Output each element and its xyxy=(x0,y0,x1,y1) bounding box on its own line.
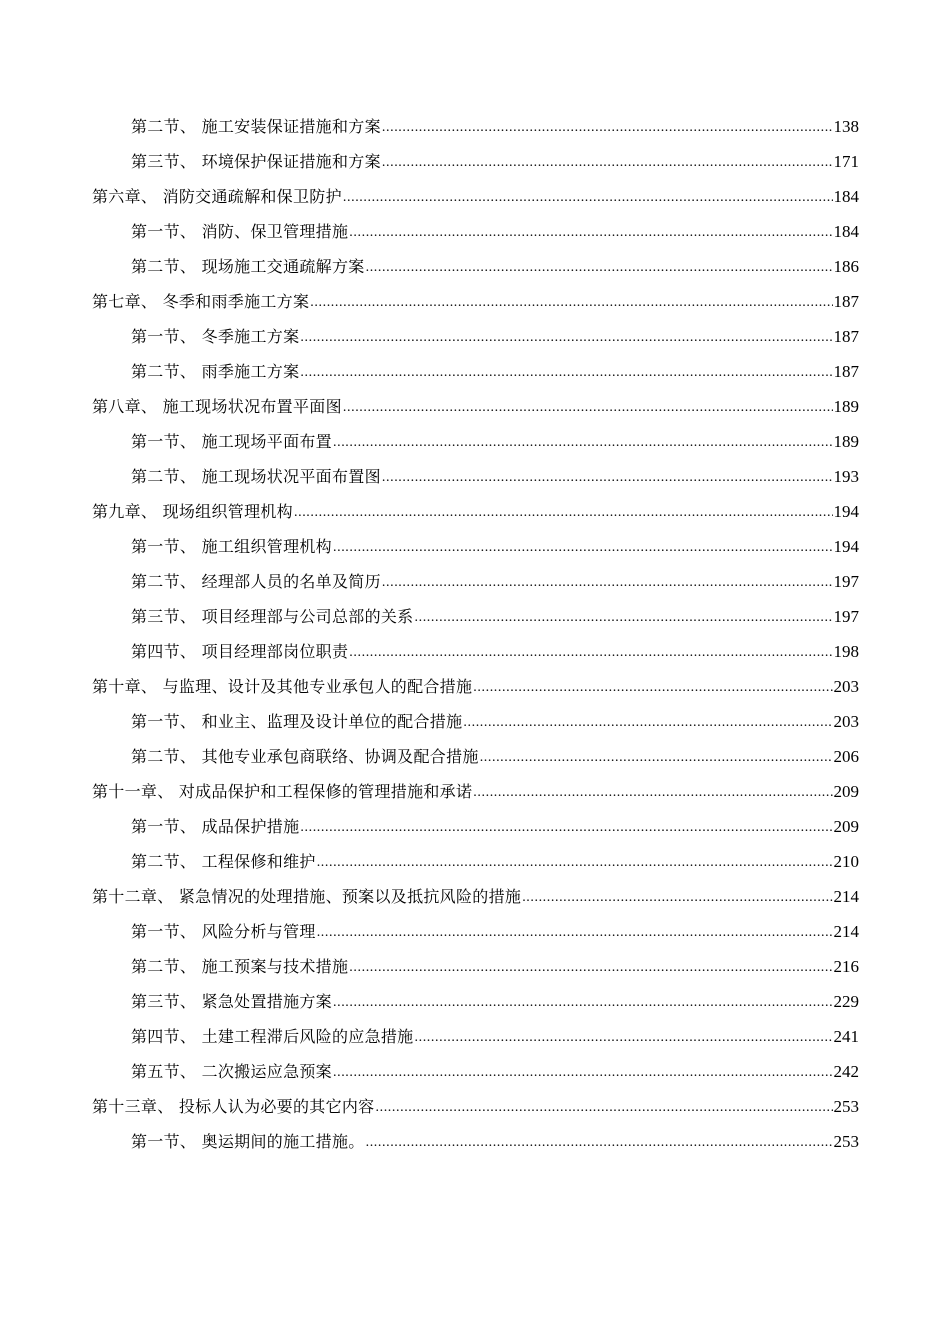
toc-entry-title: 第二节、 其他专业承包商联络、协调及配合措施 xyxy=(131,747,479,766)
toc-section-entry[interactable] xyxy=(92,634,859,669)
toc-entry-title: 第七章、 冬季和雨季施工方案 xyxy=(92,292,310,311)
toc-page-number: 187 xyxy=(833,362,859,381)
toc-section-entry[interactable] xyxy=(92,214,859,249)
toc-section-entry[interactable] xyxy=(92,424,859,459)
toc-dot-leader xyxy=(382,110,833,145)
toc-entry-title: 第九章、 现场组织管理机构 xyxy=(92,502,293,521)
toc-entry-title: 第一节、 冬季施工方案 xyxy=(131,327,300,346)
toc-entry-title: 第二节、 工程保修和维护 xyxy=(131,852,316,871)
toc-page-number: 214 xyxy=(833,887,859,906)
toc-dot-leader xyxy=(376,1090,833,1125)
toc-section-entry[interactable] xyxy=(92,844,859,879)
toc-entry-title: 第二节、 施工预案与技术措施 xyxy=(131,957,349,976)
toc-page-number: 229 xyxy=(833,992,859,1011)
toc-page-number: 194 xyxy=(833,502,859,521)
toc-entry-title: 第五节、 二次搬运应急预案 xyxy=(131,1062,332,1081)
toc-page-number: 214 xyxy=(833,922,859,941)
toc-dot-leader xyxy=(310,285,832,320)
toc-entry-title: 第四节、 项目经理部岗位职责 xyxy=(131,642,349,661)
toc-entry-title: 第二节、 施工安装保证措施和方案 xyxy=(131,117,381,136)
toc-entry-title: 第八章、 施工现场状况布置平面图 xyxy=(92,397,342,416)
toc-dot-leader xyxy=(333,1055,833,1090)
toc-page-number: 209 xyxy=(833,817,859,836)
toc-dot-leader xyxy=(415,600,833,635)
toc-entry-title: 第一节、 施工现场平面布置 xyxy=(131,432,332,451)
toc-page-number: 187 xyxy=(833,327,859,346)
toc-section-entry[interactable] xyxy=(92,529,859,564)
toc-dot-leader xyxy=(349,215,832,250)
toc-dot-leader xyxy=(382,565,833,600)
toc-dot-leader xyxy=(349,950,832,985)
toc-dot-leader xyxy=(522,880,832,915)
toc-section-entry[interactable] xyxy=(92,984,859,1019)
toc-section-entry[interactable] xyxy=(92,319,859,354)
toc-dot-leader xyxy=(382,145,833,180)
toc-dot-leader xyxy=(473,775,832,810)
toc-chapter-entry[interactable] xyxy=(92,879,859,914)
toc-page-number: 186 xyxy=(833,257,859,276)
toc-section-entry[interactable] xyxy=(92,704,859,739)
toc-page-number: 189 xyxy=(833,397,859,416)
toc-section-entry[interactable] xyxy=(92,599,859,634)
toc-entry-title: 第十三章、 投标人认为必要的其它内容 xyxy=(92,1097,375,1116)
toc-page-number: 203 xyxy=(833,677,859,696)
toc-dot-leader xyxy=(317,915,833,950)
toc-entry-title: 第一节、 成品保护措施 xyxy=(131,817,300,836)
toc-section-entry[interactable] xyxy=(92,459,859,494)
toc-section-entry[interactable] xyxy=(92,809,859,844)
toc-entry-title: 第二节、 施工现场状况平面布置图 xyxy=(131,467,381,486)
toc-dot-leader xyxy=(480,740,833,775)
toc-dot-leader xyxy=(333,985,833,1020)
toc-page-number: 209 xyxy=(833,782,859,801)
toc-page-number: 187 xyxy=(833,292,859,311)
toc-dot-leader xyxy=(366,250,833,285)
toc-page-number: 197 xyxy=(833,572,859,591)
toc-entry-title: 第一节、 奥运期间的施工措施。 xyxy=(131,1132,365,1151)
toc-dot-leader xyxy=(300,810,832,845)
toc-entry-title: 第四节、 土建工程滞后风险的应急措施 xyxy=(131,1027,414,1046)
toc-chapter-entry[interactable] xyxy=(92,669,859,704)
toc-section-entry[interactable] xyxy=(92,1019,859,1054)
table-of-contents xyxy=(92,109,859,1159)
toc-entry-title: 第二节、 经理部人员的名单及简历 xyxy=(131,572,381,591)
toc-dot-leader xyxy=(382,460,833,495)
toc-entry-title: 第十章、 与监理、设计及其他专业承包人的配合措施 xyxy=(92,677,473,696)
toc-section-entry[interactable] xyxy=(92,1054,859,1089)
toc-section-entry[interactable] xyxy=(92,144,859,179)
toc-entry-title: 第十二章、 紧急情况的处理措施、预案以及抵抗风险的措施 xyxy=(92,887,522,906)
toc-section-entry[interactable] xyxy=(92,1124,859,1159)
toc-dot-leader xyxy=(333,530,833,565)
toc-dot-leader xyxy=(415,1020,833,1055)
toc-chapter-entry[interactable] xyxy=(92,284,859,319)
toc-page-number: 241 xyxy=(833,1027,859,1046)
toc-entry-title: 第一节、 施工组织管理机构 xyxy=(131,537,332,556)
toc-page-number: 193 xyxy=(833,467,859,486)
toc-page-number: 206 xyxy=(833,747,859,766)
toc-dot-leader xyxy=(300,320,832,355)
toc-entry-title: 第六章、 消防交通疏解和保卫防护 xyxy=(92,187,342,206)
toc-chapter-entry[interactable] xyxy=(92,1089,859,1124)
toc-dot-leader xyxy=(366,1125,833,1160)
toc-section-entry[interactable] xyxy=(92,354,859,389)
toc-dot-leader xyxy=(463,705,832,740)
toc-section-entry[interactable] xyxy=(92,249,859,284)
toc-page-number: 203 xyxy=(833,712,859,731)
toc-page-number: 184 xyxy=(833,222,859,241)
toc-page-number: 253 xyxy=(833,1097,859,1116)
toc-section-entry[interactable] xyxy=(92,564,859,599)
toc-page-number: 138 xyxy=(833,117,859,136)
toc-chapter-entry[interactable] xyxy=(92,179,859,214)
toc-entry-title: 第一节、 消防、保卫管理措施 xyxy=(131,222,349,241)
toc-entry-title: 第三节、 紧急处置措施方案 xyxy=(131,992,332,1011)
toc-entry-title: 第二节、 雨季施工方案 xyxy=(131,362,300,381)
toc-entry-title: 第三节、 环境保护保证措施和方案 xyxy=(131,152,381,171)
toc-page-number: 171 xyxy=(833,152,859,171)
toc-page-number: 198 xyxy=(833,642,859,661)
toc-dot-leader xyxy=(343,390,833,425)
toc-page-number: 194 xyxy=(833,537,859,556)
toc-page-number: 189 xyxy=(833,432,859,451)
toc-chapter-entry[interactable] xyxy=(92,774,859,809)
toc-page-number: 253 xyxy=(833,1132,859,1151)
toc-page-number: 210 xyxy=(833,852,859,871)
toc-section-entry[interactable] xyxy=(92,739,859,774)
toc-entry-title: 第三节、 项目经理部与公司总部的关系 xyxy=(131,607,414,626)
toc-section-entry[interactable] xyxy=(92,109,859,144)
toc-dot-leader xyxy=(343,180,833,215)
toc-entry-title: 第一节、 风险分析与管理 xyxy=(131,922,316,941)
toc-dot-leader xyxy=(317,845,833,880)
toc-page-number: 242 xyxy=(833,1062,859,1081)
toc-section-entry[interactable] xyxy=(92,914,859,949)
toc-dot-leader xyxy=(300,355,832,390)
toc-dot-leader xyxy=(473,670,832,705)
toc-page-number: 216 xyxy=(833,957,859,976)
toc-dot-leader xyxy=(294,495,833,530)
toc-section-entry[interactable] xyxy=(92,949,859,984)
toc-entry-title: 第二节、 现场施工交通疏解方案 xyxy=(131,257,365,276)
toc-page-number: 184 xyxy=(833,187,859,206)
toc-dot-leader xyxy=(333,425,833,460)
toc-page-number: 197 xyxy=(833,607,859,626)
toc-entry-title: 第一节、 和业主、监理及设计单位的配合措施 xyxy=(131,712,463,731)
toc-chapter-entry[interactable] xyxy=(92,494,859,529)
toc-dot-leader xyxy=(349,635,832,670)
toc-entry-title: 第十一章、 对成品保护和工程保修的管理措施和承诺 xyxy=(92,782,473,801)
toc-chapter-entry[interactable] xyxy=(92,389,859,424)
